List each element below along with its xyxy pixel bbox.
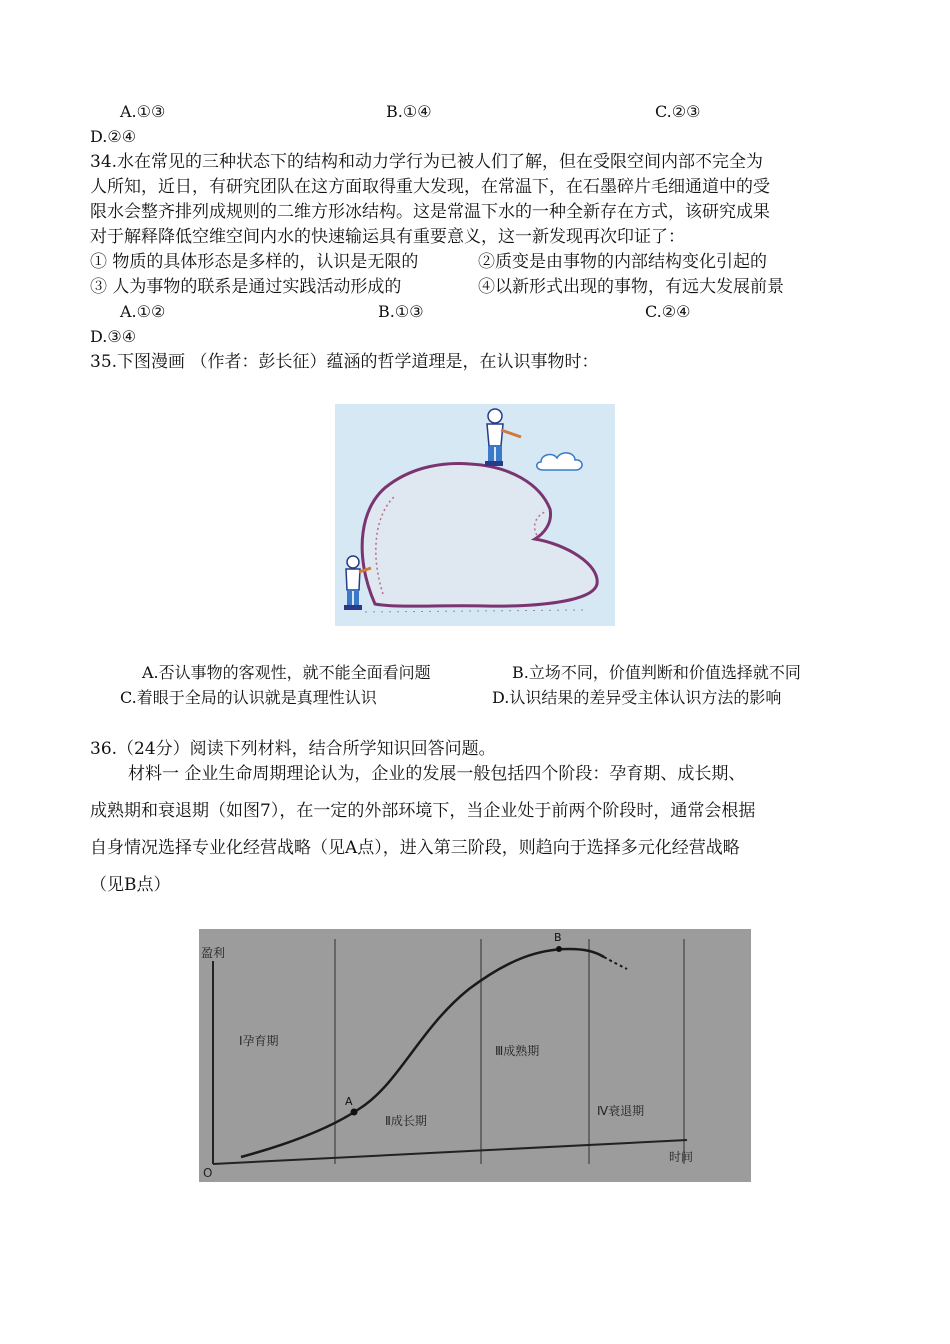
- q35-option-c: C.着眼于全局的认识就是真理性认识: [120, 688, 377, 707]
- q36-material-line-3: 自身情况选择专业化经营战略（见A点），进入第三阶段，则趋向于选择多元化经营战略: [90, 838, 740, 858]
- y-axis-label: 盈利: [201, 946, 226, 960]
- q33-option-a: A.①③: [120, 102, 166, 121]
- q34-option-a: A.①②: [120, 302, 166, 321]
- stage-label-4: Ⅳ衰退期: [597, 1104, 645, 1118]
- q34-stem-line-1: 34.水在常见的三种状态下的结构和动力学行为已被人们了解，但在受限空间内部不完全为: [90, 152, 764, 172]
- q35-cartoon-image: [335, 404, 615, 626]
- x-axis-label: 时间: [669, 1150, 694, 1164]
- life-cycle-chart: [199, 929, 751, 1182]
- q34-statement-1: ① 物质的具体形态是多样的，认识是无限的: [90, 252, 419, 272]
- point-b-marker: [556, 946, 562, 952]
- q34-statement-2: ②质变是由事物的内部结构变化引起的: [478, 252, 767, 272]
- stage-label-2: Ⅱ成长期: [385, 1114, 427, 1128]
- q36-heading: 36.（24分）阅读下列材料，结合所学知识回答问题。: [90, 739, 496, 759]
- q35-option-a: A.否认事物的客观性，就不能全面看问题: [142, 663, 431, 682]
- q34-stem-line-2: 人所知，近日，有研究团队在这方面取得重大发现，在常温下，在石墨碎片毛细通道中的受: [90, 177, 770, 197]
- q34-statement-3: ③ 人为事物的联系是通过实践活动形成的: [90, 277, 402, 297]
- origin-label: O: [203, 1166, 213, 1180]
- q33-option-b: B.①④: [386, 102, 432, 121]
- q33-option-d: D.②④: [90, 127, 137, 146]
- q36-material-line-2: 成熟期和衰退期（如图7），在一定的外部环境下，当企业处于前两个阶段时，通常会根据: [90, 801, 756, 821]
- q34-statement-4: ④以新形式出现的事物，有远大发展前景: [478, 277, 784, 297]
- point-a-marker: [351, 1109, 358, 1116]
- q35-stem: 35.下图漫画 （作者：彭长征）蕴涵的哲学道理是，在认识事物时：: [90, 352, 599, 372]
- q34-stem-line-3: 限水会整齐排列成规则的二维方形冰结构。这是常温下水的一种全新存在方式，该研究成果: [90, 202, 770, 222]
- q36-material-line-4: （见B点）: [90, 875, 171, 895]
- q34-option-b: B.①③: [378, 302, 424, 321]
- q35-option-b: B.立场不同，价值判断和价值选择就不同: [512, 663, 801, 682]
- point-a-label: A: [345, 1095, 353, 1108]
- q35-option-d: D.认识结果的差异受主体认识方法的影响: [492, 688, 782, 707]
- q34-stem-line-4: 对于解释降低空维空间内水的快速输运具有重要意义，这一新发现再次印证了：: [90, 227, 685, 247]
- stage-label-1: Ⅰ孕育期: [239, 1034, 279, 1048]
- q36-material-line-1: 材料一 企业生命周期理论认为，企业的发展一般包括四个阶段：孕育期、成长期、: [128, 764, 746, 784]
- q33-option-c: C.②③: [655, 102, 701, 121]
- q34-option-d: D.③④: [90, 327, 137, 346]
- q34-option-c: C.②④: [645, 302, 691, 321]
- point-b-label: B: [554, 931, 562, 944]
- stage-label-3: Ⅲ成熟期: [495, 1044, 540, 1058]
